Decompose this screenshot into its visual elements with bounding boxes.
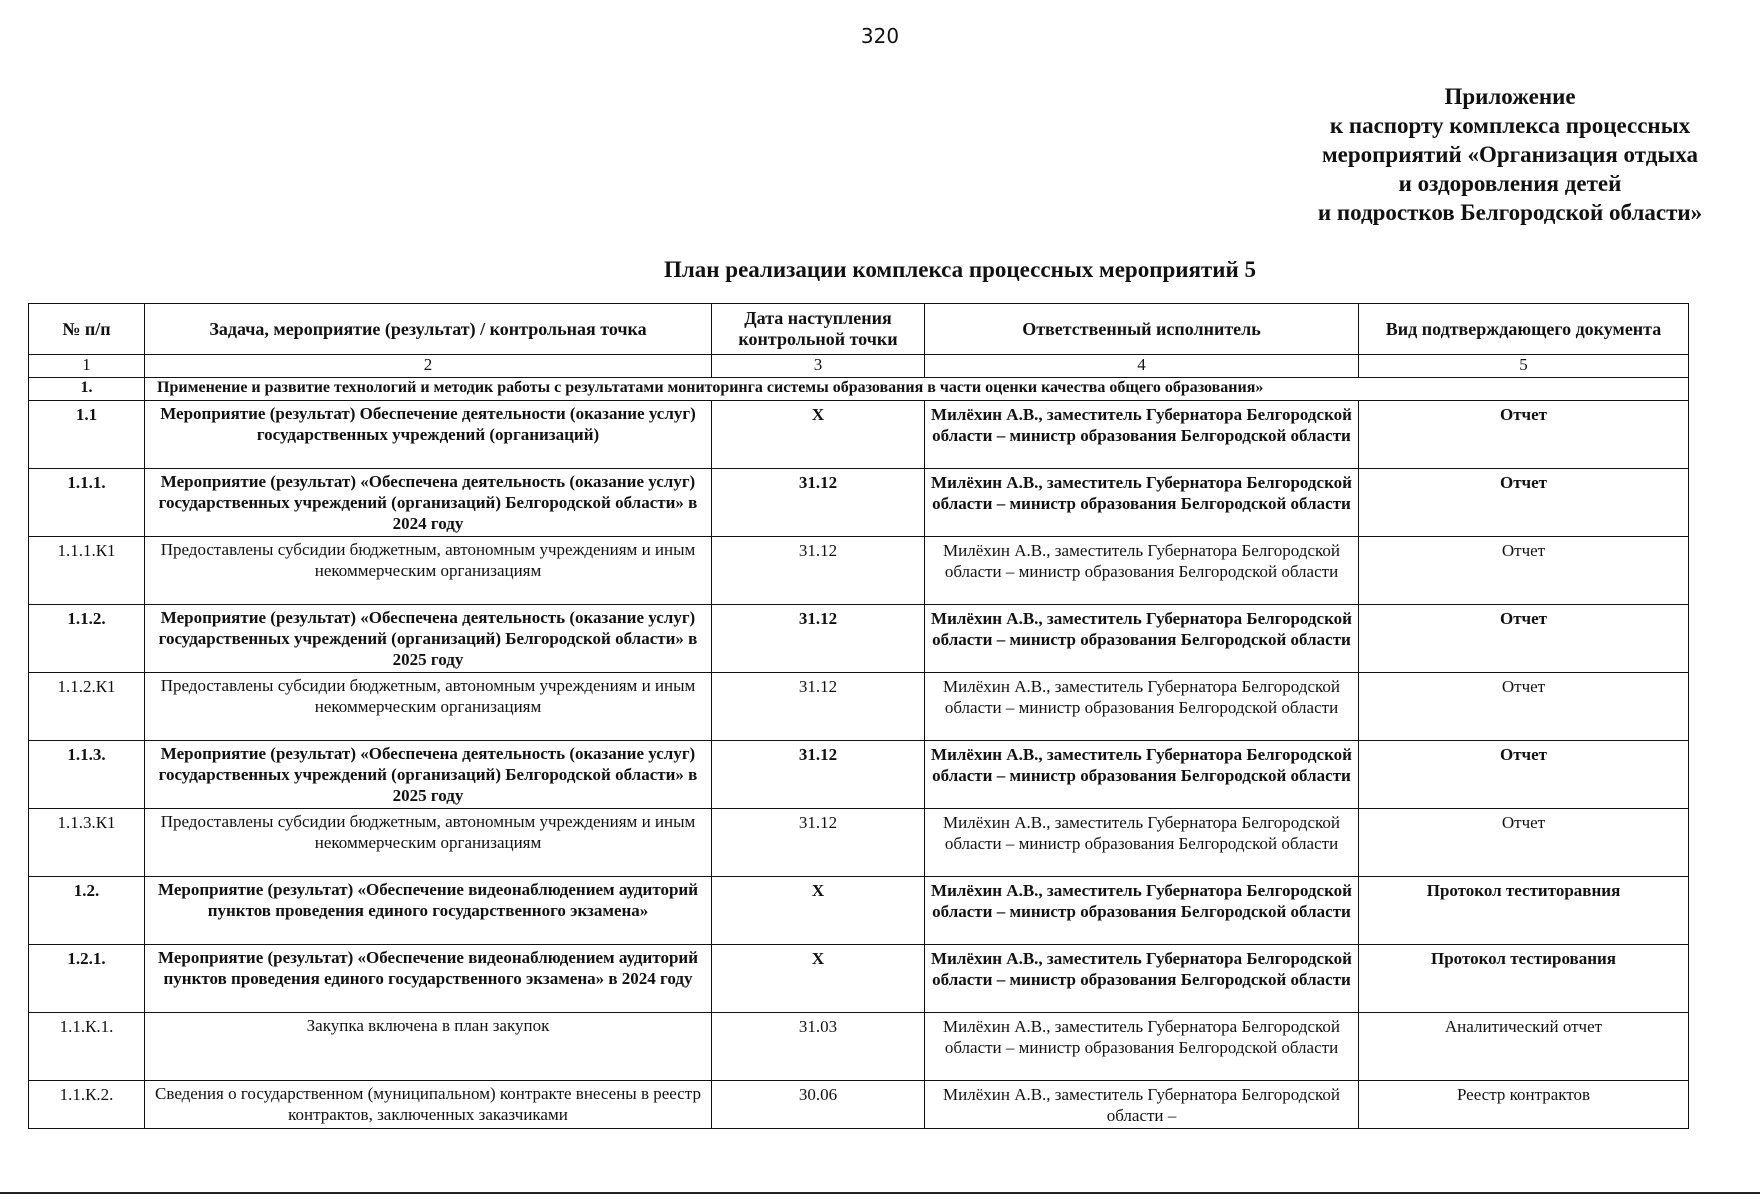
row-executor: Милёхин А.В., заместитель Губернатора Белгородской области – министр образования Белгородской области (925, 741, 1359, 809)
row-document-type: Отчет (1359, 741, 1689, 809)
appendix-line: и оздоровления детей (1398, 171, 1622, 196)
column-number: 1 (29, 355, 145, 378)
appendix-line: Приложение (1444, 84, 1576, 109)
row-document-type: Реестр контрактов (1359, 1081, 1689, 1129)
row-executor: Милёхин А.В., заместитель Губернатора Белгородской области – министр образования Белгородской области (925, 469, 1359, 537)
column-number: 3 (712, 355, 925, 378)
row-executor: Милёхин А.В., заместитель Губернатора Белгородской области – министр образования Белгородской области (925, 809, 1359, 877)
table-row (29, 401, 1689, 469)
row-document-type: Отчет (1359, 469, 1689, 537)
plan-title: План реализации комплекса процессных мероприятий 5 (664, 257, 1256, 282)
row-number: 1.2.1. (29, 945, 145, 1013)
row-number: 1.1.К.1. (29, 1013, 145, 1081)
row-date: 31.12 (712, 741, 925, 809)
row-number: 1.1.1.К1 (29, 537, 145, 605)
row-task: Предоставлены субсидии бюджетным, автономным учреждениям и иным некоммерческим организациям (145, 537, 712, 605)
section-number: 1. (29, 378, 145, 401)
row-executor: Милёхин А.В., заместитель Губернатора Белгородской области – министр образования Белгородской области (925, 673, 1359, 741)
header-cell-date: Дата наступления контрольной точки (712, 304, 925, 355)
row-number: 1.1.3. (29, 741, 145, 809)
row-task: Предоставлены субсидии бюджетным, автономным учреждениям и иным некоммерческим организациям (145, 673, 712, 741)
row-date: X (712, 945, 925, 1013)
header-cell-doc: Вид подтверждающего документа (1359, 304, 1689, 355)
row-date: 31.03 (712, 1013, 925, 1081)
row-executor: Милёхин А.В., заместитель Губернатора Белгородской области – министр образования Белгородской области (925, 401, 1359, 469)
row-document-type: Отчет (1359, 401, 1689, 469)
row-date: 31.12 (712, 809, 925, 877)
row-executor: Милёхин А.В., заместитель Губернатора Белгородской области – министр образования Белгородской области (925, 945, 1359, 1013)
bottom-divider (0, 1192, 1760, 1194)
row-document-type: Отчет (1359, 673, 1689, 741)
table-row (29, 1013, 1689, 1081)
row-number: 1.1.1. (29, 469, 145, 537)
column-number: 5 (1359, 355, 1689, 378)
plan-title-wrap (0, 257, 1760, 283)
row-document-type: Отчет (1359, 809, 1689, 877)
section-title: Применение и развитие технологий и методик работы с результатами мониторинга системы образования в части оценки качества общего образования» (145, 378, 1689, 401)
plan-table (28, 303, 1689, 1129)
row-document-type: Отчет (1359, 537, 1689, 605)
appendix-line: и подростков Белгородской области» (1317, 200, 1703, 225)
header-cell-num: № п/п (29, 304, 145, 355)
row-number: 1.1.К.2. (29, 1081, 145, 1129)
row-date: 30.06 (712, 1081, 925, 1129)
header-cell-executor: Ответственный исполнитель (925, 304, 1359, 355)
row-number: 1.1.2. (29, 605, 145, 673)
row-date: 31.12 (712, 605, 925, 673)
column-number: 4 (925, 355, 1359, 378)
row-executor: Милёхин А.В., заместитель Губернатора Белгородской области – министр образования Белгородской области (925, 1013, 1359, 1081)
table-row (29, 605, 1689, 673)
row-date: 31.12 (712, 673, 925, 741)
row-task: Мероприятие (результат) Обеспечение деятельности (оказание услуг) государственных учреждений (организаций) (145, 401, 712, 469)
row-date: 31.12 (712, 537, 925, 605)
page-number: 320 (860, 24, 900, 48)
row-executor: Милёхин А.В., заместитель Губернатора Белгородской области – министр образования Белгородской области (925, 605, 1359, 673)
row-executor: Милёхин А.В., заместитель Губернатора Белгородской области – министр образования Белгородской области (925, 877, 1359, 945)
table-row (29, 673, 1689, 741)
row-task: Мероприятие (результат) «Обеспечена деятельность (оказание услуг) государственных учреждений (организаций) Белгородской области» в 2025 году (145, 605, 712, 673)
appendix-line: мероприятий «Организация отдыха (1321, 142, 1698, 167)
row-document-type: Аналитический отчет (1359, 1013, 1689, 1081)
section-row (29, 378, 1689, 401)
row-task: Предоставлены субсидии бюджетным, автономным учреждениям и иным некоммерческим организациям (145, 809, 712, 877)
row-task: Мероприятие (результат) «Обеспечение видеонаблюдением аудиторий пунктов проведения единого государственного экзамена» (145, 877, 712, 945)
row-executor: Милёхин А.В., заместитель Губернатора Белгородской области – (925, 1081, 1359, 1129)
table-row (29, 537, 1689, 605)
row-document-type: Отчет (1359, 605, 1689, 673)
header-cell-task: Задача, мероприятие (результат) / контрольная точка (145, 304, 712, 355)
row-executor: Милёхин А.В., заместитель Губернатора Белгородской области – министр образования Белгородской области (925, 537, 1359, 605)
table-row (29, 741, 1689, 809)
row-number: 1.1 (29, 401, 145, 469)
column-number-row (29, 355, 1689, 378)
appendix-line: к паспорту комплекса процессных (1329, 113, 1691, 138)
row-number: 1.1.3.К1 (29, 809, 145, 877)
row-task: Мероприятие (результат) «Обеспечена деятельность (оказание услуг) государственных учреждений (организаций) Белгородской области» в 2025 году (145, 741, 712, 809)
row-task: Мероприятие (результат) «Обеспечена деятельность (оказание услуг) государственных учреждений (организаций) Белгородской области» в 2024 году (145, 469, 712, 537)
row-document-type: Протокол тестирования (1359, 945, 1689, 1013)
row-document-type: Протокол теститоравния (1359, 877, 1689, 945)
table-row (29, 945, 1689, 1013)
row-task: Мероприятие (результат) «Обеспечение видеонаблюдением аудиторий пунктов проведения единого государственного экзамена» в 2024 году (145, 945, 712, 1013)
column-number: 2 (145, 355, 712, 378)
table-row (29, 809, 1689, 877)
row-number: 1.2. (29, 877, 145, 945)
row-task: Сведения о государственном (муниципальном) контракте внесены в реестр контрактов, заключенных заказчиками (145, 1081, 712, 1129)
row-date: 31.12 (712, 469, 925, 537)
table-row (29, 877, 1689, 945)
row-task: Закупка включена в план закупок (145, 1013, 712, 1081)
row-date: X (712, 877, 925, 945)
table-row (29, 469, 1689, 537)
row-date: X (712, 401, 925, 469)
table-row (29, 1081, 1689, 1129)
table-header-row (29, 304, 1689, 355)
row-number: 1.1.2.К1 (29, 673, 145, 741)
appendix-block (1270, 82, 1750, 227)
